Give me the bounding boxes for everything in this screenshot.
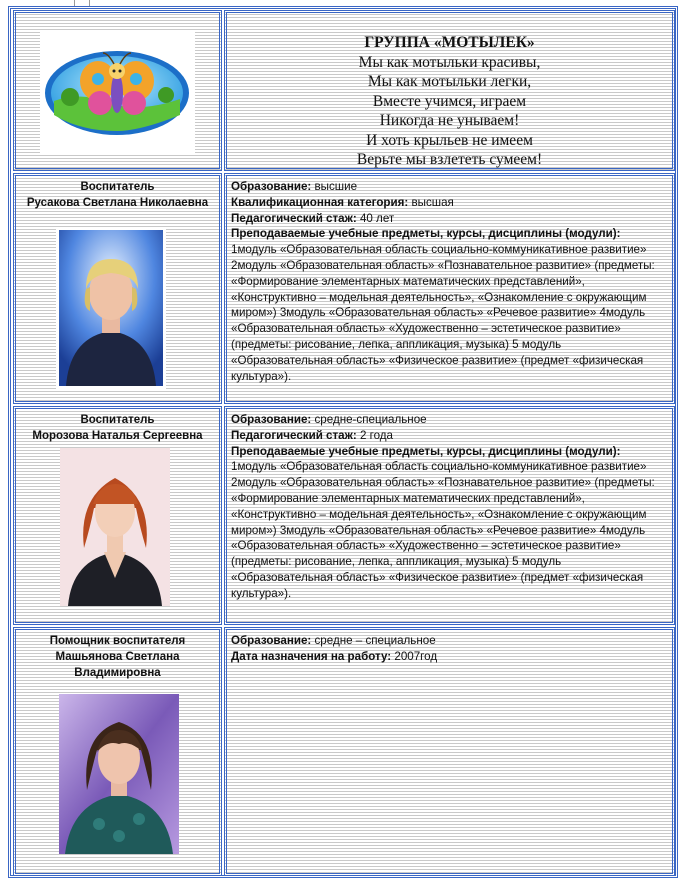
- staff-card-1: [13, 173, 222, 404]
- staff-name: Русакова Светлана Николаевна: [26, 197, 209, 209]
- poem-title: ГРУППА «МОТЫЛЕК»: [364, 34, 535, 51]
- portrait-icon: [60, 448, 170, 606]
- logo-cell: [13, 10, 222, 171]
- education-label: Образование:: [231, 413, 312, 426]
- staff-name: Владимировна: [74, 667, 161, 679]
- staff-heading: [16, 412, 219, 444]
- category-value: высшая: [408, 195, 454, 209]
- poem-line: Верьте мы взлететь сумеем!: [356, 151, 543, 168]
- group-logo: [40, 31, 195, 155]
- appointed-value: 2007год: [391, 649, 438, 663]
- poem-line: И хоть крыльев не имеем: [366, 131, 533, 149]
- poem-cell: [224, 10, 675, 171]
- staff-name: Морозова Наталья Сергеевна: [32, 430, 203, 442]
- butterfly-logo-icon: [40, 31, 195, 155]
- staff-photo: [56, 227, 166, 389]
- staff-heading: [16, 633, 219, 681]
- staff-info-1: [224, 173, 675, 404]
- staff-role: Воспитатель: [80, 181, 155, 193]
- appointed-label: Дата назначения на работу:: [231, 649, 392, 663]
- subjects-text: 1модуль «Образовательная область социально-коммуникативное развитие» 2модуль «Образовательная область» «Познавательное развитие» (предметы: «Формирование элементарных математических представлений», «Конструктивно – модельная деятельность», «Ознакомление с окружающим миром») 3модуль «Образовательная область» «Речевое развитие» 4модуль «Образовательная область» «Художественно – эстетическое развитие» (предметы: рисование, лепка, аппликация, музыка) 5 модуль «Образовательная область» «Физическое развитие» (предмет «физическая культура»).: [231, 243, 655, 383]
- poem-line: Мы как мотыльки красивы,: [358, 53, 541, 71]
- education-value: средне – специальное: [311, 634, 436, 647]
- staff-heading: [16, 179, 219, 211]
- subjects-label: Преподаваемые учебные предметы, курсы, дисциплины (модули):: [231, 227, 621, 241]
- education-value: средне-специальное: [311, 413, 427, 426]
- subjects-label: Преподаваемые учебные предметы, курсы, дисциплины (модули):: [231, 444, 621, 458]
- group-poem: [227, 33, 672, 170]
- education-label: Образование:: [231, 180, 312, 193]
- staff-card-2: [13, 406, 222, 625]
- staff-photo: [60, 448, 170, 606]
- staff-card-3: [13, 627, 222, 876]
- staff-details: [231, 412, 666, 602]
- poem-line: Мы как мотыльки легки,: [367, 73, 532, 90]
- subjects-text: 1модуль «Образовательная область социально-коммуникативное развитие» 2модуль «Образовательная область» «Познавательное развитие» (предметы: «Формирование элементарных математических представлений», «Конструктивно – модельная деятельность», «Ознакомление с окружающим миром») 3модуль «Образовательная область» «Речевое развитие» 4модуль «Образовательная область» «Художественно – эстетическое развитие» (предметы: рисование, лепка, аппликация, музыка) 5 модуль «Образовательная область» «Физическое развитие» (предмет «физическая культура»).: [231, 460, 655, 600]
- portrait-icon: [56, 227, 166, 389]
- staff-name: Машьянова Светлана: [55, 651, 180, 663]
- experience-value: 40 лет: [356, 211, 395, 225]
- experience-label: Педагогический стаж:: [231, 211, 357, 225]
- education-value: высшие: [311, 180, 358, 193]
- education-label: Образование:: [231, 634, 312, 647]
- staff-photo: [59, 694, 179, 854]
- experience-value: 2 года: [356, 428, 393, 442]
- experience-label: Педагогический стаж:: [231, 428, 357, 442]
- staff-role: Помощник воспитателя: [49, 635, 186, 647]
- staff-info-2: [224, 406, 675, 625]
- category-label: Квалификационная категория:: [231, 195, 409, 209]
- staff-details: [231, 633, 666, 665]
- staff-role: Воспитатель: [80, 414, 155, 426]
- poem-line: Никогда не унываем!: [379, 112, 520, 129]
- staff-info-3: [224, 627, 675, 876]
- staff-details: [231, 179, 666, 384]
- poem-line: Вместе учимся, играем: [372, 92, 527, 110]
- portrait-icon: [59, 694, 179, 854]
